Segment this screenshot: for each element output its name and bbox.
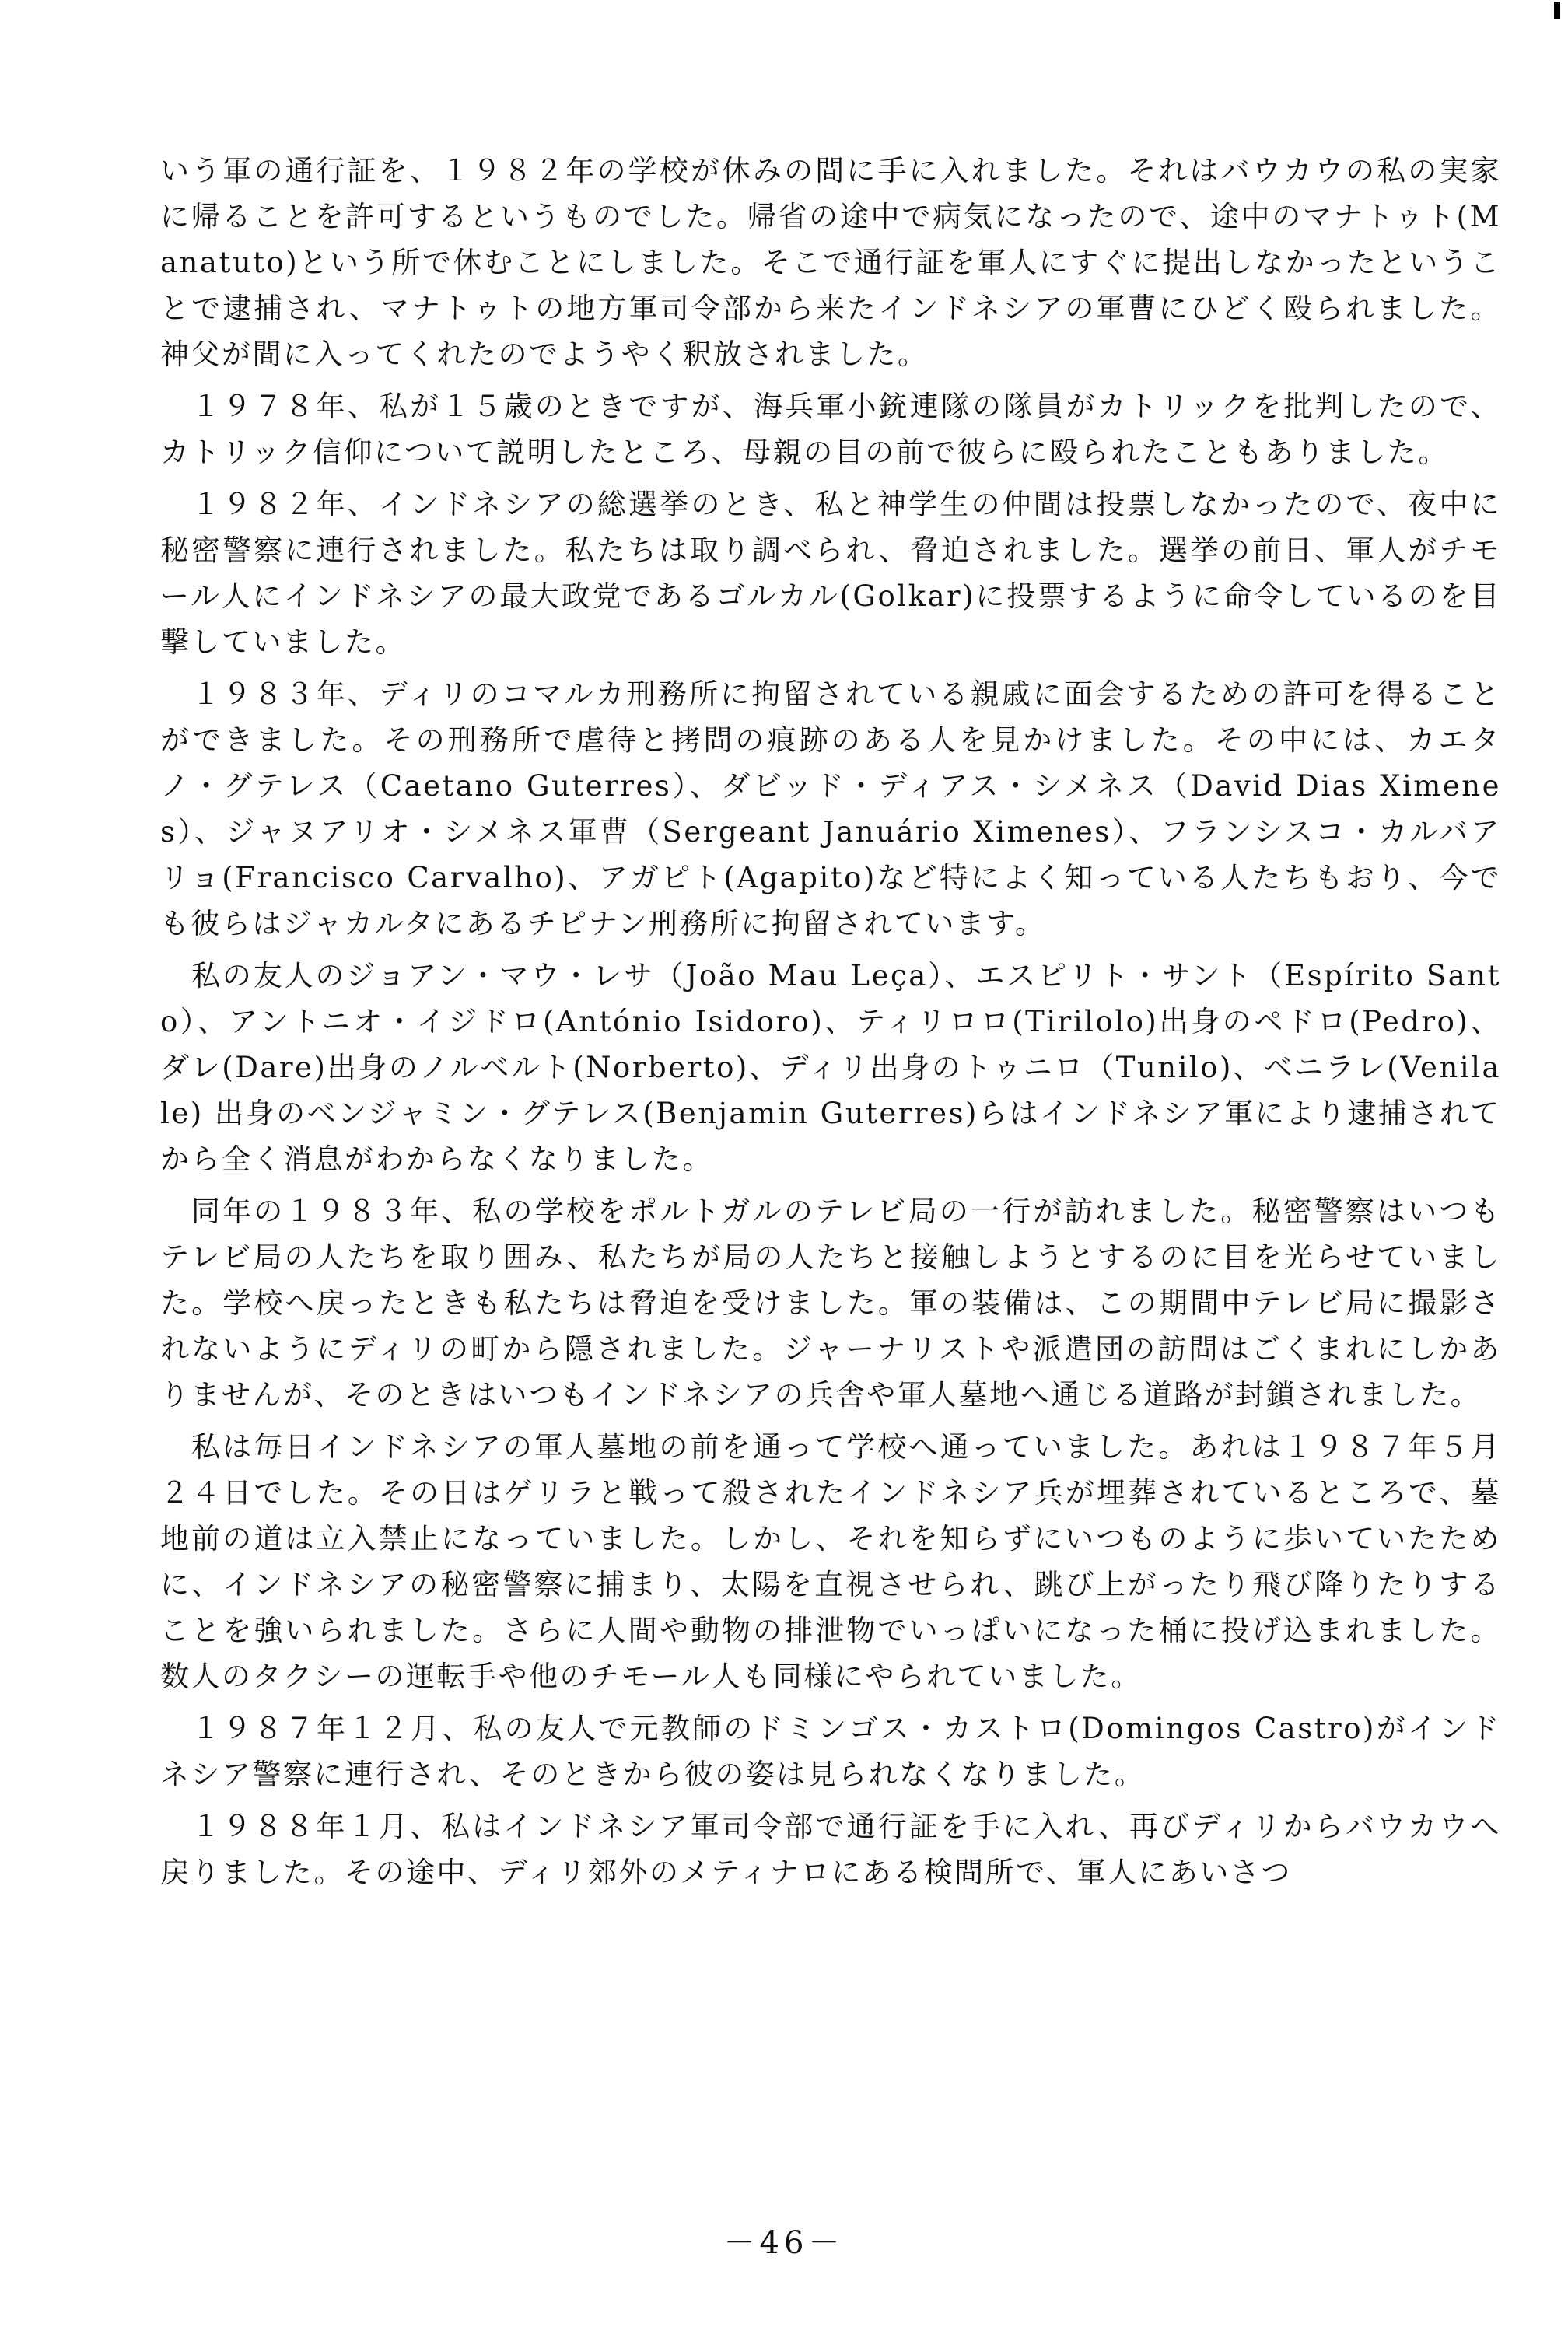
page-number: －46－	[723, 2225, 845, 2261]
paragraph-8: １９８７年１２月、私の友人で元教師のドミンゴス・カストロ(Domingos Castro)がインドネシア警察に連行され、そのときから彼の姿は見られなくなりました。	[160, 1712, 1501, 1791]
paragraph-9: １９８８年１月、私はインドネシア軍司令部で通行証を手に入れ、再びディリからバウカウへ戻りました。その途中、ディリ郊外のメティナロにある検問所で、軍人にあいさつ	[160, 1810, 1501, 1889]
paragraph-6: 同年の１９８３年、私の学校をポルトガルのテレビ局の一行が訪れました。秘密警察はいつもテレビ局の人たちを取り囲み、私たちが局の人たちと接触しようとするのに目を光らせていました。学校へ戻ったときも私たちは脅迫を受けました。軍の装備は、この期間中テレビ局に撮影されないようにディリの町から隠されました。ジャーナリストや派遣団の訪問はごくまれにしかありませんが、そのときはいつもインドネシアの兵舎や軍人墓地へ通じる道路が封鎖されました。	[160, 1195, 1501, 1412]
scan-edge-mark	[1554, 2, 1560, 19]
paragraph-5: 私の友人のジョアン・マウ・レサ（João Mau Leça）、エスピリト・サント（Espírito Santo）、アントニオ・イジドロ(António Isidoro)、ティリロロ(Tirilolo)出身のペドロ(Pedro)、ダレ(Dare)出身のノルベルト(Norberto)、ディリ出身のトゥニロ（Tunilo)、ベニラレ(Venilale) 出身のベンジャミン・グテレス(Benjamin Guterres)らはインドネシア軍により逮捕されてから全く消息がわからなくなりました。	[160, 959, 1501, 1176]
paragraph-1: いう軍の通行証を、１９８２年の学校が休みの間に手に入れました。それはバウカウの私の実家に帰ることを許可するというものでした。帰省の途中で病気になったので、途中のマナトゥト(Manatuto)という所で休むことにしました。そこで通行証を軍人にすぐに提出しなかったということで逮捕され、マナトゥトの地方軍司令部から来たインドネシアの軍曹にひどく殴られました。神父が間に入ってくれたのでようやく釈放されました。	[160, 154, 1501, 371]
paragraph-3: １９８２年、インドネシアの総選挙のとき、私と神学生の仲間は投票しなかったので、夜中に秘密警察に連行されました。私たちは取り調べられ、脅迫されました。選挙の前日、軍人がチモール人にインドネシアの最大政党であるゴルカル(Golkar)に投票するように命令しているのを目撃していました。	[160, 488, 1501, 659]
body-text	[160, 148, 1501, 1902]
paragraph-7: 私は毎日インドネシアの軍人墓地の前を通って学校へ通っていました。あれは１９８７年５月２４日でした。その日はゲリラと戦って殺されたインドネシア兵が埋葬されているところで、墓地前の道は立入禁止になっていました。しかし、それを知らずにいつものように歩いていたために、インドネシアの秘密警察に捕まり、太陽を直視させられ、跳び上がったり飛び降りたりすることを強いられました。さらに人間や動物の排泄物でいっぱいになった桶に投げ込まれました。数人のタクシーの運転手や他のチモール人も同様にやられていました。	[160, 1430, 1501, 1693]
paragraph-2: １９７８年、私が１５歳のときですが、海兵軍小銃連隊の隊員がカトリックを批判したので、カトリック信仰について説明したところ、母親の目の前で彼らに殴られたこともありました。	[160, 390, 1501, 469]
paragraph-4: １９８３年、ディリのコマルカ刑務所に拘留されている親戚に面会するための許可を得ることができました。その刑務所で虐待と拷問の痕跡のある人を見かけました。その中には、カエタノ・グテレス（Caetano Guterres）、ダビッド・ディアス・シメネス（David Dias Ximenes）、ジャヌアリオ・シメネス軍曹（Sergeant Januário Ximenes）、フランシスコ・カルバアリョ(Francisco Carvalho)、アガピト(Agapito)など特によく知っている人たちもおり、今でも彼らはジャカルタにあるチピナン刑務所に拘留されています。	[160, 677, 1501, 940]
